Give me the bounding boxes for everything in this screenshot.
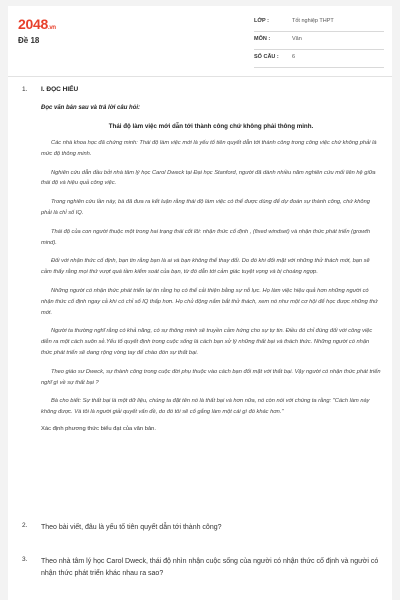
site-logo[interactable] — [18, 16, 56, 32]
passage-paragraph: Bà cho biết: Sự thất bại là một dữ liệu, chúng ta đặt tên nó là thất bại và hơn nữa, nó còn nói với chúng ta rằng: "Cách làm này không được. Và tôi là người giải quyết vấn đề, do đó tôi sẽ cố gắng làm một cái gì đó khác hơn." — [41, 398, 370, 416]
question-number: 2. — [22, 522, 28, 529]
exam-meta-table — [254, 14, 384, 68]
passage-title: Thái độ làm việc mới dẫn tới thành công chứ không phải thông minh. — [108, 123, 314, 130]
header-divider — [8, 76, 392, 77]
meta-row-question-count — [254, 50, 384, 68]
exam-code: Đề 18 — [18, 36, 40, 45]
section-title: I. ĐỌC HIỂU — [41, 86, 79, 93]
passage-paragraph: Nghiên cứu dẫn đầu bởi nhà tâm lý học Carol Dweck tại Đại học Stanford, người đã dành nhiều năm nghiên cứu mối liên hệ giữa thái độ và hiệu quả công việc. — [41, 169, 376, 187]
exam-page — [8, 6, 392, 600]
logo-text: 2048 — [18, 16, 48, 32]
meta-value: Tốt nghiệp THPT — [292, 18, 334, 24]
question-text: Theo nhà tâm lý học Carol Dweck, thái độ nhìn nhận cuộc sống của người có nhận thức cố định và người có nhận thức phát triển khác nhau ra sao? — [41, 558, 379, 577]
meta-value: 6 — [292, 54, 296, 60]
question-body — [41, 556, 381, 580]
meta-row-grade — [254, 14, 384, 32]
passage-paragraph: Theo giáo sư Dweck, sự thành công trong cuộc đời phụ thuộc vào cách bạn đối mặt với thất bại. Vậy người có nhận thức phát triển nghĩ gì về sự thất bại ? — [41, 368, 381, 386]
meta-key: SỐ CÂU : — [254, 54, 279, 60]
logo-tld: .vn — [47, 25, 56, 31]
passage-paragraph: Người ta thường nghĩ rằng có khả năng, có sự thông minh sẽ truyền cảm hứng cho sự tự tin. Điều đó chỉ đúng đối với công việc diễn ra một cách suôn sẻ.Yếu tố quyết định trong cuộc sống là cách bạn xử lý những thất bại và thách thức. Những người có nhận thức phát triển sẽ dang rộng vòng tay để chào đón sự thất bại. — [41, 328, 373, 356]
meta-key: MÔN : — [254, 36, 271, 42]
question-task: Xác định phương thức biểu đạt của văn bản. — [41, 425, 157, 432]
question-number: 3. — [22, 556, 28, 563]
question-body — [41, 86, 381, 432]
instruction-text: Đọc văn bản sau và trả lời câu hỏi: — [41, 105, 141, 111]
question-body — [41, 522, 381, 534]
exam-header — [8, 6, 392, 68]
passage-paragraph: Đối với nhận thức cố định, bạn tin rằng bạn là ai và bạn không thể thay đổi. Do đó khi đối mặt với những thử thách mới, bạn sẽ cảm thấy rằng mọi thứ vượt quá tầm kiểm soát của bạn, từ đó dẫn tới cảm giác tuyệt vọng và bị choáng ngợp. — [41, 258, 370, 276]
meta-value: Văn — [292, 36, 302, 42]
meta-row-subject — [254, 32, 384, 50]
question-number: 1. — [22, 86, 28, 93]
passage-paragraph: Những người có nhận thức phát triển lại tin rằng họ có thể cải thiện bằng sự nỗ lực. Họ làm việc hiệu quả hơn những người có nhận thức cố định ngay cả khi có chỉ số IQ thấp hơn. Họ chủ động nắm bắt thử thách, xem nó như một cơ hội để học được những thứ mới. — [41, 287, 378, 316]
passage-paragraph: Các nhà khoa học đã chứng minh: Thái độ làm việc mới là yếu tố tiên quyết dẫn tới thành công trong công việc chứ không phải là mức độ thông minh. — [41, 140, 377, 157]
meta-key: LỚP : — [254, 18, 269, 24]
question-text: Theo bài viết, đâu là yếu tố tiên quyết dẫn tới thành công? — [41, 524, 222, 531]
passage-paragraph: Thái độ của con người thuộc một trong hai trạng thái cốt lõi: nhận thức cố định , (fixed windset) và nhận thức phát triển (growth mind). — [41, 228, 371, 246]
passage-paragraph: Trong nghiên cứu lần này, bà đã đưa ra kết luận rằng thái độ làm việc có thể được dùng để dự đoán sự thành công, chứ không phải là chỉ số IQ. — [41, 199, 370, 216]
